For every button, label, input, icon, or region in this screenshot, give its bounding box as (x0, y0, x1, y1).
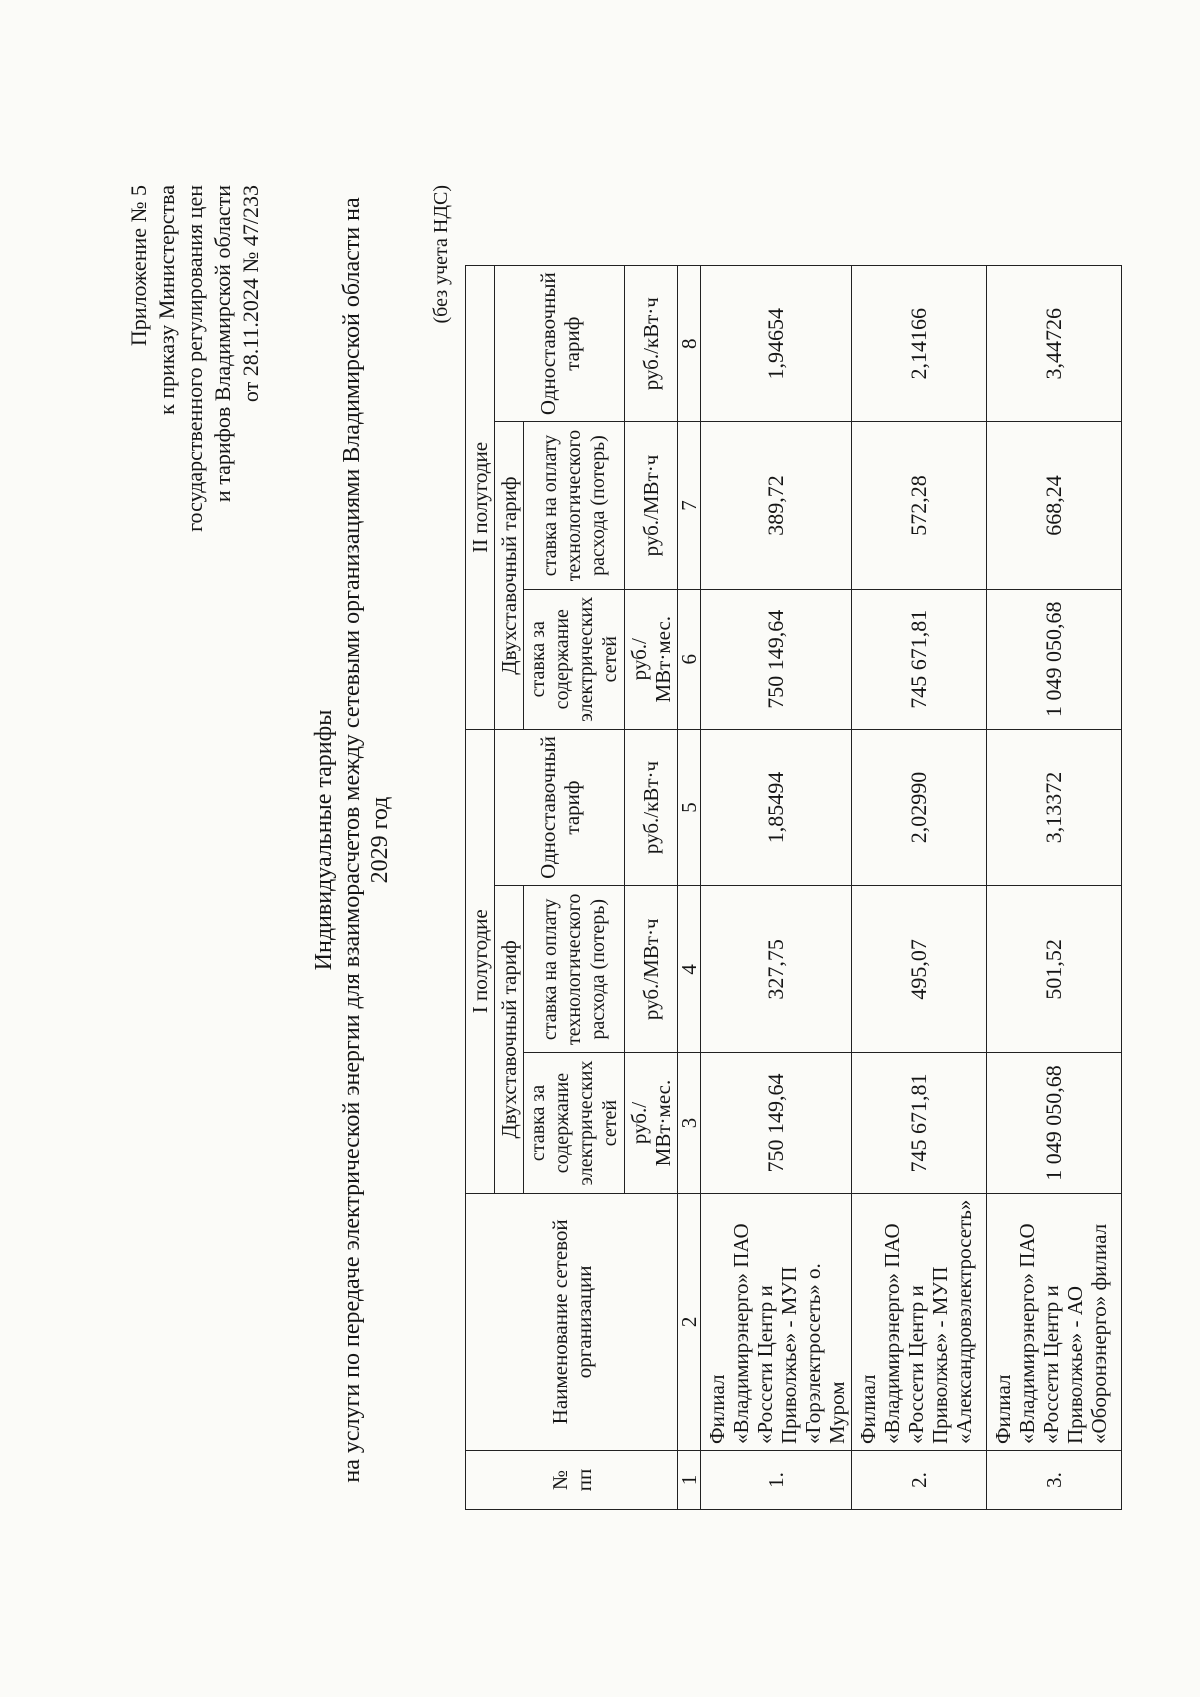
header-two-rate-1: Двухставочный тариф (495, 886, 524, 1193)
column-number-row (678, 266, 701, 1510)
column-number: 6 (678, 589, 701, 729)
h2-maintenance-value: 745 671,81 (852, 589, 987, 729)
unit-cell: руб./МВт·мес. (625, 589, 678, 729)
document-title (310, 90, 394, 1590)
header-single-rate-2: Одноставочный тариф (495, 266, 625, 422)
header-half-2: II полугодие (466, 266, 495, 730)
h1-single-value: 3,13372 (987, 729, 1122, 885)
h2-maintenance-value: 1 049 050,68 (987, 589, 1122, 729)
row-number: 3. (987, 1451, 1122, 1510)
header-single-rate-1: Одноставочный тариф (495, 729, 625, 885)
header-maintenance-1: ставка за содержание электрических сетей (524, 1053, 625, 1193)
column-number: 3 (678, 1053, 701, 1193)
header-losses-1: ставка на оплату технологического расхода (потерь) (524, 886, 625, 1053)
appendix-header (125, 185, 265, 532)
h1-maintenance-value: 750 149,64 (701, 1053, 852, 1193)
h2-single-value: 1,94654 (701, 266, 852, 422)
header-half-1: I полугодие (466, 729, 495, 1193)
row-number: 2. (852, 1451, 987, 1510)
unit-cell: руб./МВт·ч (625, 886, 678, 1053)
h2-single-value: 2,14166 (852, 266, 987, 422)
header-row (466, 266, 495, 1510)
title-line: Индивидуальные тарифы (311, 709, 337, 971)
unit-cell: руб./МВт·ч (625, 422, 678, 589)
table-row (987, 266, 1122, 1510)
h2-maintenance-value: 750 149,64 (701, 589, 852, 729)
tariff-table (465, 265, 1122, 1510)
table-row (852, 266, 987, 1510)
h2-losses-value: 668,24 (987, 422, 1122, 589)
org-name: Филиал «Владимирэнерго» ПАО «Россети Центр и Приволжье» - МУП «Александровэлектросеть» (852, 1193, 987, 1450)
unit-cell: руб./МВт·мес. (625, 1053, 678, 1193)
appendix-line: к приказу Министерства (154, 185, 179, 415)
h2-single-value: 3,44726 (987, 266, 1122, 422)
column-number: 2 (678, 1193, 701, 1450)
landscape-sheet (70, 90, 1150, 1590)
h1-losses-value: 495,07 (852, 886, 987, 1053)
row-number: 1. (701, 1451, 852, 1510)
title-line: на услуги по передаче электрической энергии для взаиморасчетов между сетевыми организациями Владимирской области на (339, 197, 365, 1483)
appendix-line: от 28.11.2024 № 47/233 (238, 185, 263, 403)
appendix-line: Приложение № 5 (126, 185, 151, 347)
appendix-line: и тарифов Владимирской области (210, 185, 235, 503)
vat-note: (без учета НДС) (430, 185, 452, 324)
org-name: Филиал «Владимирэнерго» ПАО «Россети Центр и Приволжье» - МУП «Горэлектросеть» о. Муром (701, 1193, 852, 1450)
h1-losses-value: 327,75 (701, 886, 852, 1053)
column-number: 7 (678, 422, 701, 589)
column-number: 1 (678, 1451, 701, 1510)
header-num: № пп (466, 1451, 678, 1510)
org-name: Филиал «Владимирэнерго» ПАО «Россети Центр и Приволжье» - АО «Оборонэнерго» филиал (987, 1193, 1122, 1450)
table-row (701, 266, 852, 1510)
header-org-name: Наименование сетевой организации (466, 1193, 678, 1450)
header-losses-2: ставка на оплату технологического расхода (потерь) (524, 422, 625, 589)
h1-maintenance-value: 1 049 050,68 (987, 1053, 1122, 1193)
appendix-line: государственного регулирования цен (182, 185, 207, 532)
h1-maintenance-value: 745 671,81 (852, 1053, 987, 1193)
column-number: 4 (678, 886, 701, 1053)
title-line: 2029 год (367, 796, 393, 884)
unit-cell: руб./кВт·ч (625, 729, 678, 885)
header-two-rate-2: Двухставочный тариф (495, 422, 524, 729)
header-maintenance-2: ставка за содержание электрических сетей (524, 589, 625, 729)
h1-single-value: 2,02990 (852, 729, 987, 885)
h2-losses-value: 389,72 (701, 422, 852, 589)
h1-single-value: 1,85494 (701, 729, 852, 885)
column-number: 5 (678, 729, 701, 885)
unit-cell: руб./кВт·ч (625, 266, 678, 422)
h2-losses-value: 572,28 (852, 422, 987, 589)
column-number: 8 (678, 266, 701, 422)
h1-losses-value: 501,52 (987, 886, 1122, 1053)
